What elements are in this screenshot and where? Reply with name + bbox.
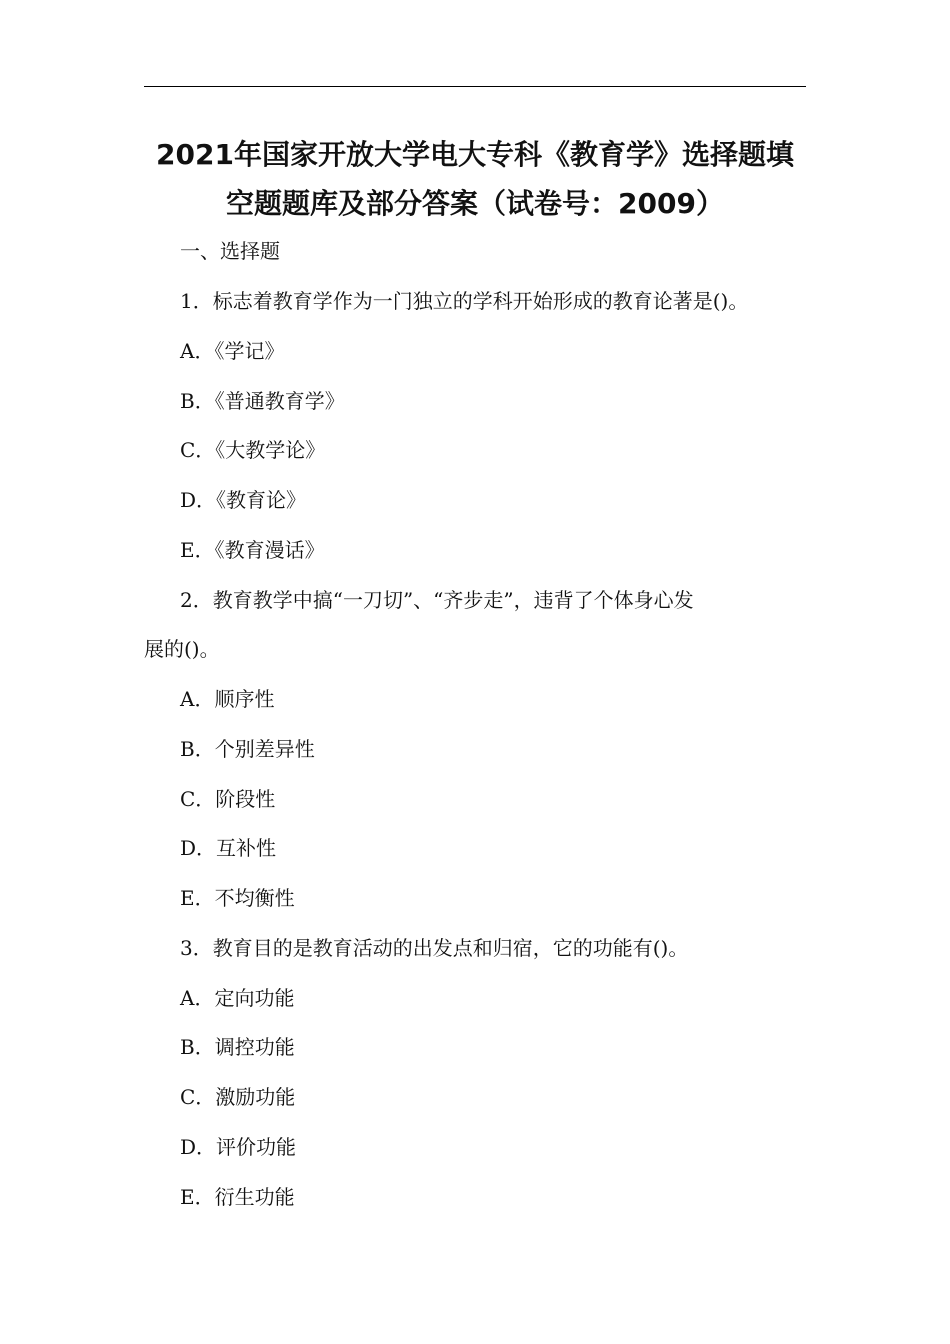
question-3-option-a: A．定向功能 <box>180 986 295 1010</box>
question-3-stem: 3．教育目的是教育活动的出发点和归宿，它的功能有()。 <box>180 936 689 960</box>
question-1-option-c: C．《大教学论》 <box>180 438 326 462</box>
question-1-option-d: D．《教育论》 <box>180 488 307 512</box>
question-3-option-b: B．调控功能 <box>180 1035 295 1059</box>
question-3-option-e: E．衍生功能 <box>180 1185 295 1209</box>
question-1-option-e: E．《教育漫话》 <box>180 538 325 562</box>
question-3-option-c: C．激励功能 <box>180 1085 296 1109</box>
header-rule <box>144 86 806 87</box>
question-3-option-d: D．评价功能 <box>180 1135 297 1159</box>
section-heading: 一、选择题 <box>180 239 280 263</box>
document-title-line-2: 空题题库及部分答案（试卷号：2009） <box>226 187 724 220</box>
question-1-stem: 1．标志着教育学作为一门独立的学科开始形成的教育论著是()。 <box>180 289 749 313</box>
document-title-line-1: 2021年国家开放大学电大专科《教育学》选择题填 <box>156 138 794 171</box>
question-2-option-b: B．个别差异性 <box>180 737 315 761</box>
question-2-stem-line-1: 2．教育教学中搞“一刀切”、“齐步走”，违背了个体身心发 <box>180 588 694 612</box>
question-2-option-e: E．不均衡性 <box>180 886 295 910</box>
question-2-stem-line-2: 展的()。 <box>144 637 220 661</box>
question-1-option-b: B．《普通教育学》 <box>180 389 345 413</box>
question-2-option-c: C．阶段性 <box>180 787 276 811</box>
question-1-option-a: A．《学记》 <box>180 339 285 363</box>
question-2-option-a: A．顺序性 <box>180 687 275 711</box>
question-2-option-d: D．互补性 <box>180 836 277 860</box>
